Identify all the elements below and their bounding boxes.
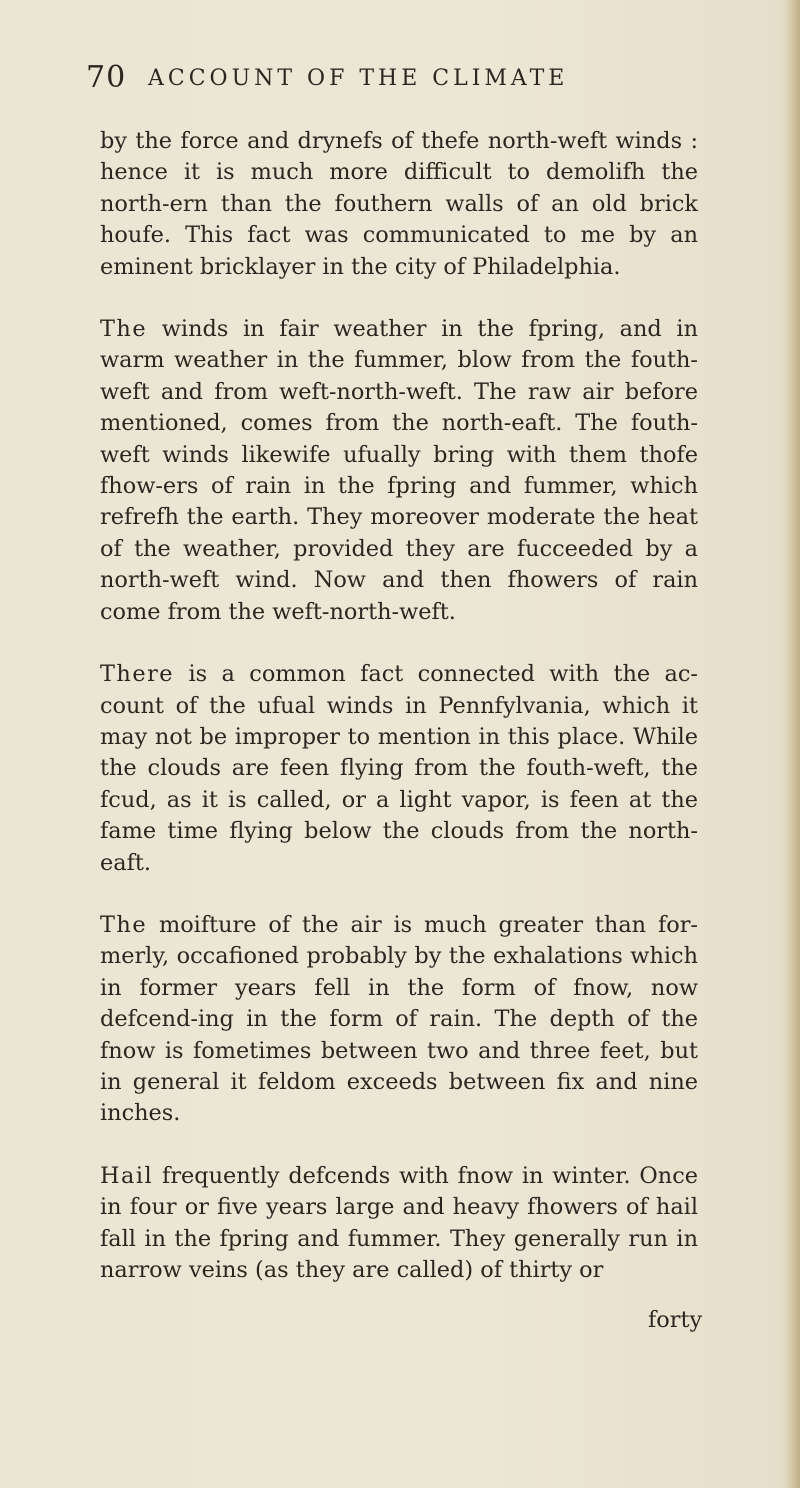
paragraph-5-lead: Hail	[100, 1162, 154, 1189]
running-head: ACCOUNT OF THE CLIMATE	[148, 66, 569, 91]
paragraph-4	[100, 910, 698, 1130]
catchword: forty	[648, 1307, 703, 1333]
paragraph-1	[100, 126, 698, 283]
page-edge	[786, 0, 800, 1488]
paragraph-5-text: frequently defcends with fnow in winter. Once in four or five years large and heavy fhowers of hail fall in the fpring and fummer. They generally run in narrow veins (as they are called) of thirty or	[100, 1162, 698, 1283]
paragraph-3-lead: There	[100, 661, 175, 688]
paragraph-3	[100, 659, 698, 879]
paragraph-1-text: by the force and drynefs of thefe north-weft winds : hence it is much more difficult to demolifh the north-ern than the fouthern walls of an old brick houfe. This fact was communicated to me by an eminent bricklayer in the city of Philadelphia.	[100, 128, 698, 280]
paragraph-4-lead: The	[100, 911, 148, 938]
paragraph-4-text: moifture of the air is much greater than for-merly, occafioned probably by the exhalations which in former years fell in the form of fnow, now defcend-ing in the form of rain. The depth of the fnow is fometimes between two and three feet, but in general it feldom exceeds between fix and nine inches.	[100, 911, 698, 1127]
paragraph-3-text: is a common fact connected with the ac-count of the ufual winds in Pennfylvania, which it may not be improper to mention in this place. While the clouds are feen flying from the fouth-weft, the fcud, as it is called, or a light vapor, is feen at the fame time flying below the clouds from the north-eaft.	[100, 661, 698, 876]
page-number: 70	[86, 60, 127, 95]
body-text	[100, 126, 698, 1286]
page-header	[86, 62, 726, 98]
paragraph-5	[100, 1161, 698, 1287]
paragraph-2-text: winds in fair weather in the fpring, and in warm weather in the fummer, blow from the fouth-weft and from weft-north-weft. The raw air before mentioned, comes from the north-eaft. The fouth-weft winds likewife ufually bring with them thofe fhow-ers of rain in the fpring and fummer, which refrefh the earth. They moreover moderate the heat of the weather, provided they are fucceeded by a north-weft wind. Now and then fhowers of rain come from the weft-north-weft.	[100, 316, 698, 625]
paragraph-2-lead: The	[100, 316, 148, 343]
paragraph-2	[100, 314, 698, 628]
